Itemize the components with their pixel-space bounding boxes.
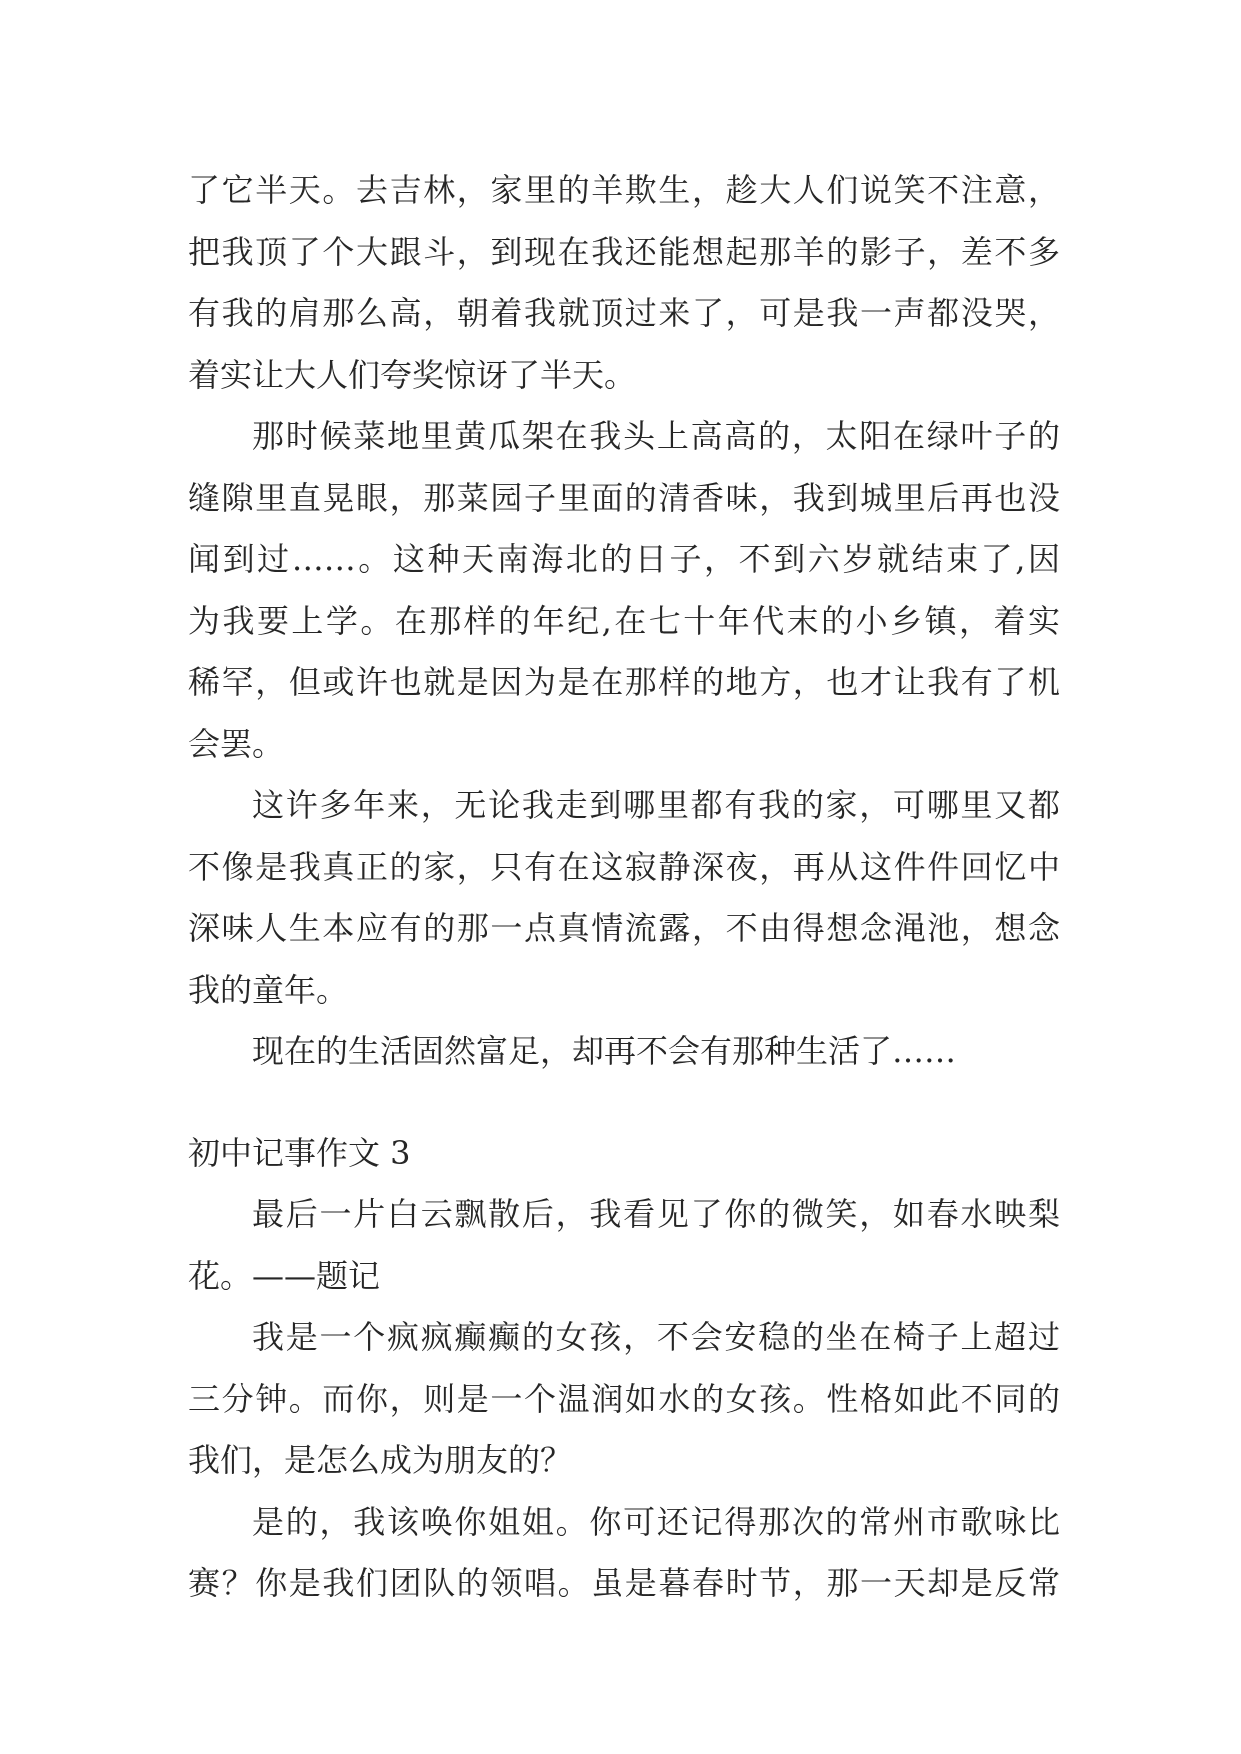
text-line: 三分钟。而你，则是一个温润如水的女孩。性格如此不同的 [188,1379,1060,1418]
text-line: 最后一片白云飘散后，我看见了你的微笑，如春水映梨 [252,1195,1060,1233]
section-gap [188,1083,1060,1123]
text-line: 现在的生活固然富足，却再不会有那种生活了…… [252,1032,957,1070]
text-line: 赛？你是我们团队的领唱。虽是暮春时节，那一天却是反常 [188,1564,1060,1602]
paragraph [188,1184,1060,1307]
section-title: 初中记事作文 3 [188,1133,411,1172]
text-line: 会罢。 [188,724,285,763]
text-line: 把我顶了个大跟斗，到现在我还能想起那羊的影子，差不多 [188,232,1060,271]
text-line: 这许多年来，无论我走到哪里都有我的家，可哪里又都 [252,786,1060,824]
text-line: 缝隙里直晃眼，那菜园子里面的清香味，我到城里后再也没 [188,478,1060,517]
text-line: 那时候菜地里黄瓜架在我头上高高的，太阳在绿叶子的 [252,417,1060,455]
paragraph [188,1492,1060,1615]
text-line: 我是一个疯疯癫癫的女孩，不会安稳的坐在椅子上超过 [252,1318,1060,1356]
text-line: 为我要上学。在那样的年纪,在七十年代末的小乡镇，着实 [188,601,1060,640]
text-line: 深味人生本应有的那一点真情流露，不由得想念渑池，想念 [188,909,1060,947]
paragraph [188,1307,1060,1492]
text-line: 花。——题记 [188,1256,381,1295]
text-line: 有我的肩那么高，朝着我就顶过来了，可是我一声都没哭， [188,294,1060,332]
text-line: 闻到过……。这种天南海北的日子，不到六岁就结束了,因 [188,540,1060,578]
text-line: 了它半天。去吉林，家里的羊欺生，趁大人们说笑不注意， [188,171,1060,209]
paragraph [188,160,1060,406]
text-line: 稀罕，但或许也就是因为是在那样的地方，也才让我有了机 [188,663,1060,701]
document-body [188,160,1060,1615]
paragraph [188,406,1060,775]
text-line: 我的童年。 [188,970,349,1009]
text-line: 不像是我真正的家，只有在这寂静深夜，再从这件件回忆中 [188,847,1060,886]
paragraph [188,775,1060,1021]
text-line: 着实让大人们夸奖惊讶了半天。 [188,355,637,394]
text-line: 是的，我该唤你姐姐。你可还记得那次的常州市歌咏比 [252,1502,1060,1541]
paragraph [188,1021,1060,1083]
text-line: 我们，是怎么成为朋友的？ [188,1441,573,1479]
